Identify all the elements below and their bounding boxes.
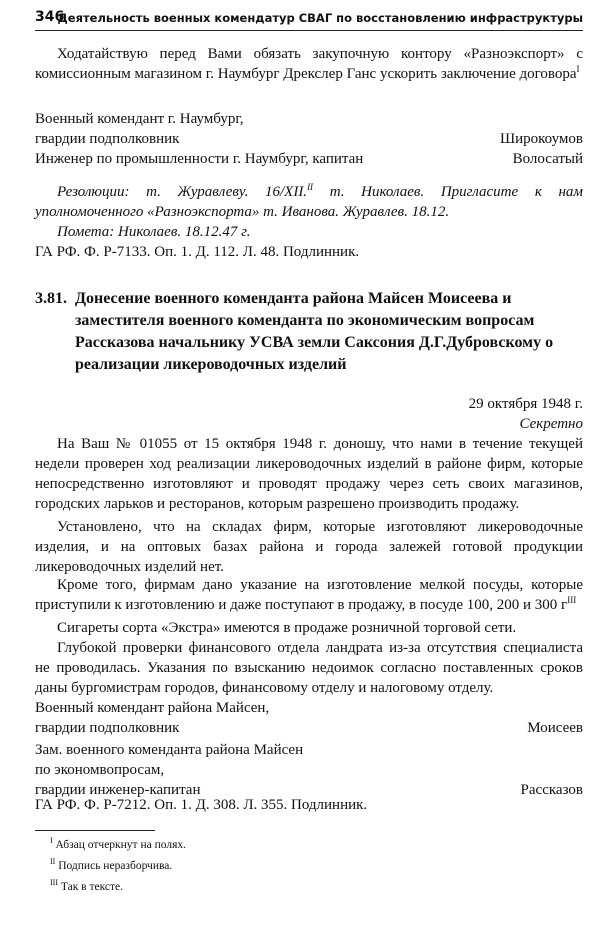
signature-line: по экономвопросам,: [35, 762, 165, 778]
signature-name: Моисеев: [527, 720, 583, 736]
body-paragraph-5: Глубокой проверки финансового отдела ландрата из-за отсутствия специалиста не проводилась. Указания по взысканию недоимок согласно поставленных сроков даны бургомистрам городов, финансовому отделу и налоговому отделу.: [35, 640, 583, 696]
page-number: 346: [35, 9, 65, 25]
prev-paragraph: Ходатайствую перед Вами обязать закупочную контору «Разноэкспорт» с комиссионным магазином г. Наумбург Дрекслер Ганс ускорить заключение договора$^I$: [35, 46, 583, 82]
document-title-text: Донесение военного коменданта района Майсен Моисеева и заместителя военного коменданта по экономическим вопросам Рассказова начальнику УСВА земли Саксония Д.Г.Дубровскому о реализации ликероводочных изделий: [75, 290, 554, 373]
signature-line: гвардии подполковник: [35, 720, 180, 736]
signature-line: Зам. военного коменданта района Майсен: [35, 742, 304, 758]
footnote-mark: III: [50, 878, 58, 888]
document-date: 29 октября 1948 г.: [468, 396, 583, 412]
body-paragraph-4: Сигареты сорта «Экстра» имеются в продаже розничной торговой сети.: [57, 620, 517, 636]
footnote-ref: III: [567, 595, 577, 605]
document-number: 3.81.: [35, 290, 67, 307]
resolution: Резолюции: т. Журавлеву. 16/XII.$^{II}$ т. Николаев. Пригласите к нам уполномоченного «Разноэкспорта» т. Иванова. Журавлев. 18.12.: [35, 182, 583, 220]
signature-name: Рассказов: [520, 782, 583, 798]
signature-line: Военный комендант района Майсен,: [35, 700, 270, 716]
body-paragraph-1: На Ваш № 01055 от 15 октября 1948 г. доношу, что нами в течение текущей недели проверен ход реализации ликероводочных изделий в районе фирм, которые непосредственно изготовляют и проводят продажу через сеть своих магазинов, городских ларьков и ресторанов, которым разрешено производить продажу.: [35, 436, 583, 512]
document-title: [35, 288, 583, 376]
footnote-rule: [35, 830, 155, 831]
prev-signature-2: [35, 149, 583, 169]
signature-line: гвардии инженер-капитан: [35, 782, 201, 798]
footnote-ref: II: [307, 182, 314, 192]
footnote-ref: I: [576, 64, 580, 74]
signature-line: Военный комендант г. Наумбург,: [35, 111, 244, 127]
signature-line: гвардии подполковник: [35, 131, 180, 147]
signature-1: [35, 698, 583, 738]
archive-ref: ГА РФ. Ф. Р-7212. Оп. 1. Д. 308. Л. 355. Подлинник.: [35, 797, 368, 813]
prev-signature-1: [35, 109, 583, 149]
note: Помета: Николаев. 18.12.47 г.: [57, 224, 251, 240]
footnote: $^I$ Абзац отчеркнут на полях.: [50, 836, 186, 851]
body-paragraph-2: Установлено, что на складах фирм, которые изготовляют ликероводочные изделия, и на оптовых базах района и города залежей готовой продукции ликероводочных изделий нет.: [35, 519, 583, 575]
signature-line: Инженер по промышленности г. Наумбург, капитан: [35, 151, 364, 167]
footnote-mark: II: [50, 857, 56, 867]
signature-2: [35, 740, 583, 800]
footnote: $^{II}$ Подпись неразборчива.: [50, 857, 173, 872]
signature-name: Волосатый: [512, 151, 583, 167]
body-paragraph-3: Кроме того, фирмам дано указание на изготовление мелкой посуды, которые приступили к изготовлению и даже поступают в продажу, в посуде 100, 200 и 300 $г^{III}$: [35, 577, 583, 613]
footnote-mark: I: [50, 836, 53, 846]
running-title: Деятельность военных комендатур СВАГ по восстановлению инфраструктуры: [57, 11, 583, 25]
signature-name: Широкоумов: [500, 131, 583, 147]
classification: Секретно: [519, 416, 583, 432]
header-rule: [35, 30, 583, 31]
prev-archive-ref: ГА РФ. Ф. Р-7133. Оп. 1. Д. 112. Л. 48. Подлинник.: [35, 244, 360, 260]
running-header: [35, 9, 583, 31]
footnote: $^{III}$ Так в тексте.: [50, 878, 124, 893]
